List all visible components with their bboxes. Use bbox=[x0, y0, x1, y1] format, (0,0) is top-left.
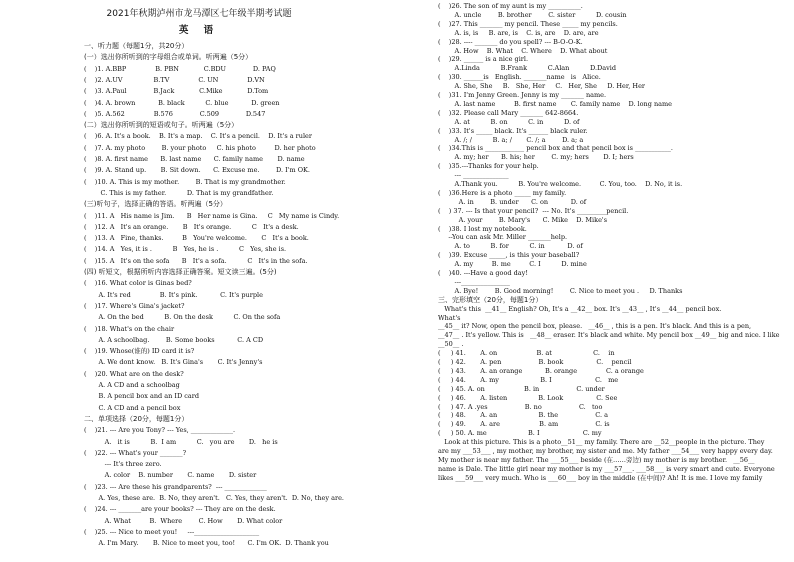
text-line: A. your B. Mary's C. Mike D. Mike's bbox=[438, 215, 608, 224]
text-line: ( )26. The son of my aunt is my __________. bbox=[438, 2, 583, 10]
text-line: ( )40. ---Have a good day! bbox=[438, 269, 528, 277]
text-line: ( )4. A. brown B. black C. blue D. green bbox=[84, 98, 280, 107]
text-line: A. uncle B. brother C. sister D. cousin bbox=[438, 10, 627, 19]
text-line: ( ) 49. A. are B. am C. is bbox=[438, 420, 610, 429]
text-line: A. A schoolbag. B. Some books C. A CD bbox=[84, 335, 264, 344]
text-line: ( )9. A. Stand up. B. Sit down. C. Excuse me. D. I'm OK. bbox=[84, 166, 310, 175]
text-line: A. /; / B. a; / C. /; a D. a; a bbox=[438, 135, 584, 144]
text-line: ( )22. --- What's your _______? bbox=[84, 448, 187, 457]
text-line: ( )8. A. first name B. last name C. family name D. name bbox=[84, 155, 305, 163]
text-line: ( )15. A It's on the sofa B It's a sofa. C It's in the sofa. bbox=[84, 256, 308, 265]
text-line: ( )1. A.BBP B. PBN C.BDU D. PAQ bbox=[84, 64, 276, 73]
text-line: likes ___59___ very much. Who is ___60___ boy in the middle (在中间)? Ah! It is me. I love my family bbox=[438, 473, 763, 482]
text-line: ( )18. What's on the chair bbox=[84, 324, 175, 333]
text-line: ( )20. What are on the desk? bbox=[84, 369, 184, 378]
text-line: A.Thank you. B. You're welcome. C. You, too. D. No, it is. bbox=[438, 180, 683, 188]
text-line: ( )3. A.Paul B.Jack C.Mike D.Tom bbox=[84, 87, 269, 96]
text-line: __47__ . It's yellow. This is __48__ eraser. It's black and white. My pencil box __49__ big and nice. I like bbox=[438, 331, 780, 340]
text-line: (一）选出你所听到的字母组合或单词。听两遍（5分） bbox=[84, 53, 253, 62]
text-line: ( )17. Where's Gina's jacket? bbox=[84, 301, 185, 310]
text-line: ( )35.---Thanks for your help. bbox=[438, 162, 539, 171]
text-line: A.Linda B.Frank C.Alan D.David bbox=[438, 64, 617, 73]
text-line: ---_______________ bbox=[438, 277, 510, 286]
text-line: ( ) 50. A. me B. I C. my bbox=[438, 429, 602, 438]
text-line: (二）选出你所听到的短语或句子。听两遍（5分） bbox=[84, 121, 239, 130]
text-line: A. How B. What C. Where D. What about bbox=[438, 46, 608, 55]
text-line: A. at B. on C. in D. of bbox=[438, 117, 580, 126]
text-line: ( )39. Excuse _____, is this your baseball? bbox=[438, 251, 580, 260]
text-line: ( )12. A It's an orange. B It's orange. C It's a desk. bbox=[84, 222, 299, 231]
text-line: ( ) 47. A .yes B. no C. too bbox=[438, 402, 603, 411]
text-line: ( )25. --- Nice to meet you! ---____________________ bbox=[84, 527, 260, 536]
text-line: A. Bye! B. Good morning! C. Nice to meet you . D. Thanks bbox=[438, 286, 683, 295]
text-line: A. A CD and a schoolbag bbox=[84, 381, 180, 389]
text-line: ( )2. A.UV B.TV C. UN D.VN bbox=[84, 75, 265, 84]
subject-heading: 英 语 bbox=[178, 25, 220, 36]
text-line: ( )5. A.562 B.576 C.509 D.547 bbox=[84, 109, 266, 118]
text-line: ( )30. ______is English. _______name is Alice. bbox=[438, 73, 601, 82]
text-line: ( ) 45. A. on B. in C. under bbox=[438, 384, 605, 393]
text-line: A. color B. number C. name D. sister bbox=[84, 471, 257, 480]
text-line: A. We dont know. B. It's Gina's C. It's Jenny's bbox=[84, 358, 263, 367]
text-line: --- It's three zero. bbox=[84, 460, 162, 469]
text-line: ( )27. This _______ my pencil. These _____ my pencils. bbox=[438, 19, 618, 28]
text-line: ( )28. ---- _______ do you spell? --- B-O-O-K. bbox=[438, 37, 583, 46]
text-line: name is Dale. The little girl near my mother is my ___57___. ___58___ is very smart and cute. Everyone bbox=[438, 464, 775, 473]
text-line: What's bbox=[438, 313, 461, 322]
text-line: ( )31. I'm Jenny Green. Jenny is my _______ name. bbox=[438, 91, 607, 99]
text-line: B. A pencil box and an ID card bbox=[84, 392, 200, 401]
text-line: ( ) 46. A. listen B. Look C. See bbox=[438, 393, 618, 402]
text-line: ( )16. What color is Ginas bed? bbox=[84, 279, 192, 288]
text-line: ( ) 42. A. pen B. book C. pencil bbox=[438, 358, 632, 366]
text-line: 二、单项选择（20分，每题1分） bbox=[84, 414, 189, 423]
text-line: ( ) 37. --- Is that your pencil? --- No. It's _________pencil. bbox=[438, 206, 629, 215]
text-line: ( )36.Here is a photo _____ my family. bbox=[438, 188, 567, 197]
text-line: A. to B. for C. in D. of bbox=[438, 242, 583, 251]
text-line: __50__ . bbox=[438, 340, 464, 349]
text-line: What's this __41__ English? Oh, It's a __42__ box. It's __43__ , It's __44__ pencil box. bbox=[438, 304, 722, 313]
text-line: (四) 听短文，根据所听内容选择正确答案。短文读三遍。(5分) bbox=[84, 268, 277, 276]
text-line: ( )21. --- Are you Tony? --- Yes, _____________. bbox=[84, 426, 236, 435]
text-line: ( ) 43. A. an orange B. orange C. a orange bbox=[438, 366, 644, 375]
text-line: A. in B. under C. on D. of bbox=[438, 197, 587, 206]
text-line: ( ) 44. A. my B. I C. me bbox=[438, 375, 619, 384]
text-line: 三、完形填空（20分，每题1分） bbox=[438, 295, 543, 304]
text-line: (三)听句子，选择正确的答语。听两遍（5分） bbox=[84, 200, 227, 209]
text-line: ( )32. Please call Mary _______ 642-8664. bbox=[438, 108, 579, 117]
text-line: ( )14. A Yes, it is . B Yes, he is . C Yes, she is. bbox=[84, 245, 287, 254]
text-line: ( )7. A. my photo B. your photo C. his photo D. her photo bbox=[84, 143, 316, 152]
text-line: A. my B. me C. I D. mine bbox=[438, 260, 587, 269]
text-line: A. last name B. first name C. family name D. long name bbox=[438, 99, 673, 108]
text-line: A. On the bed B. On the desk C. On the sofa bbox=[84, 313, 281, 322]
text-line: A. is, is B. are, is C. is, are D. are, are bbox=[438, 28, 599, 37]
text-line: ( )29. ______ is a nice girl. bbox=[438, 55, 529, 64]
text-line: A. my; her B. his; her C. my; hers D. I; hers bbox=[438, 153, 634, 162]
text-line: ( ) 41. A. on B. at C. in bbox=[438, 349, 615, 358]
text-line: ( )19. Whose(谁的) ID card it is? bbox=[84, 347, 195, 356]
text-line: --- ______________ bbox=[438, 171, 509, 180]
text-line: ( )23. --- Are these his grandparents? --- _____________ bbox=[84, 482, 267, 491]
text-line: My mother is near my father. The ___55___ beside (在……旁边) my mother is my brother. __56__ bbox=[438, 455, 755, 464]
text-line: ( )13. A Fine, thanks. B You're welcome. C It's a book. bbox=[84, 234, 309, 243]
text-line: ( )6. A. It's a book. B. It's a map. C. It's a pencil. D. It's a ruler bbox=[84, 132, 313, 141]
right-column bbox=[430, 0, 794, 562]
text-line: A. It's red B. It's pink. C. It's purple bbox=[84, 290, 263, 299]
text-line: ( )33. It's _____ black. It's ______ black ruler. bbox=[438, 126, 588, 135]
text-line: __45__ it? Now, open the pencil box, please. __46__ , this is a pen. It's black. And this is a pen, bbox=[438, 322, 752, 331]
text-line: ( )24. --- _______are your books? --- They are on the desk. bbox=[84, 505, 276, 514]
text-line: 一、听力题（每题1分，共20分） bbox=[84, 42, 189, 50]
text-line: C. A CD and a pencil box bbox=[84, 403, 181, 412]
text-line: A. Yes, these are. B. No, they aren't. C. Yes, they aren't. D. No, they are. bbox=[84, 494, 344, 502]
text-line: are my ___53___ , my mother, my brother, my sister and me. My father ___54___ very happy every day. bbox=[438, 447, 773, 455]
text-line: A. She, She B. She, Her C. Her, She D. Her, Her bbox=[438, 82, 646, 91]
text-line: ( )34.This is ____________ pencil box and that pencil box is ___________. bbox=[438, 144, 673, 153]
text-line: C. This is my father. D. That is my grandfather. bbox=[84, 188, 274, 197]
text-line: --You can ask Mr. Miller _______help. bbox=[438, 233, 568, 242]
text-line: ( )38. I lost my notebook. bbox=[438, 224, 527, 233]
text-line: ( )11. A His name is Jim. B Her name is Gina. C My name is Cindy. bbox=[84, 211, 340, 220]
text-line: ( )10. A. This is my mother. B. That is my grandmother. bbox=[84, 177, 286, 186]
text-line: A. it is B. I am C. you are D. he is bbox=[84, 437, 278, 446]
text-line: A. I'm Mary. B. Nice to meet you, too! C. I'm OK. D. Thank you bbox=[84, 539, 329, 548]
exam-title: 2021年秋期泸州市龙马潭区七年级半期考试题 bbox=[106, 9, 292, 19]
text-line: ( ) 48. A. an B. the C. a bbox=[438, 411, 608, 420]
text-line: Look at this picture. This is a photo__51__ my family. There are __52__people in the picture. They bbox=[438, 438, 765, 447]
text-line: A. What B. Where C. How D. What color bbox=[84, 516, 283, 525]
